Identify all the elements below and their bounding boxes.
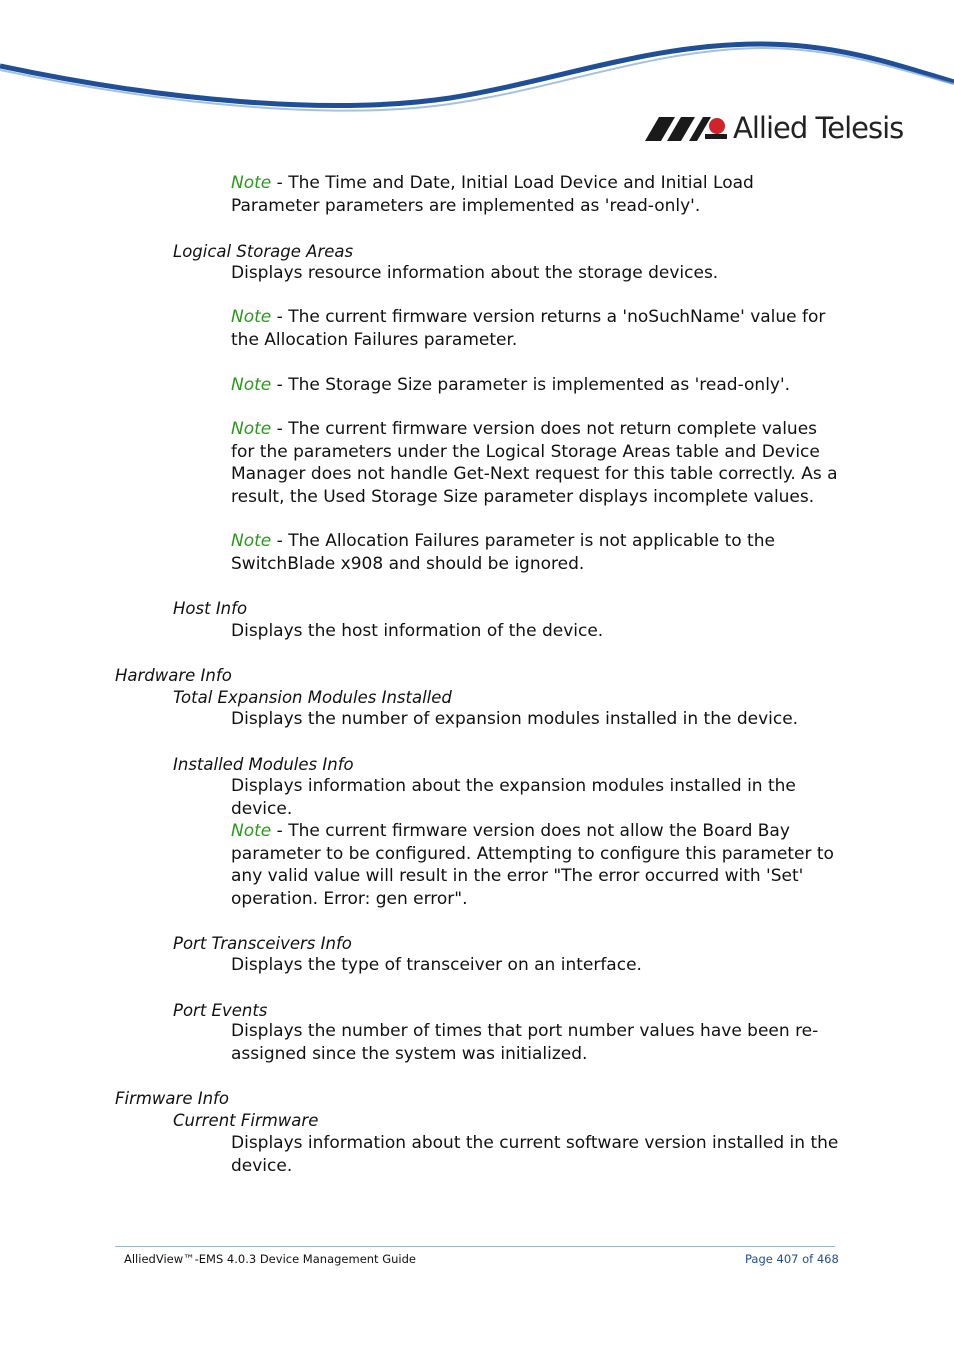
heading-logical-storage-areas: Logical Storage Areas <box>173 242 354 261</box>
desc-total-expansion-modules: Displays the number of expansion modules installed in the device. <box>231 709 799 729</box>
heading-port-transceivers-info: Port Transceivers Info <box>173 934 352 953</box>
desc-current-firmware: Displays information about the current software version installed in the device. <box>231 1133 839 1176</box>
heading-port-events: Port Events <box>173 1001 268 1020</box>
note-storage-size: Note - The Storage Size parameter is implemented as 'read-only'. <box>231 375 791 395</box>
logo-mark-icon <box>645 113 727 143</box>
note-allocation-failures: Note - The Allocation Failures parameter is not applicable to the SwitchBlade x908 and should be ignored. <box>231 531 775 574</box>
desc-installed-modules-info: Displays information about the expansion modules installed in the device. <box>231 776 796 819</box>
desc-logical-storage-areas: Displays resource information about the storage devices. <box>231 263 719 283</box>
brand-name: Allied Telesis <box>733 110 904 145</box>
heading-host-info: Host Info <box>173 599 248 618</box>
heading-firmware-info: Firmware Info <box>115 1089 229 1108</box>
desc-port-transceivers-info: Displays the type of transceiver on an interface. <box>231 955 642 975</box>
note-board-bay: Note - The current firmware version does not allow the Board Bay parameter to be configured. Attempting to configure this parameter to any valid value will result in the error "The error occurred with 'Set' operation. Error: gen error". <box>231 821 834 909</box>
note-nosuchname: Note - The current firmware version returns a 'noSuchName' value for the Allocation Failures parameter. <box>231 307 826 350</box>
footer-page-number: Page 407 of 468 <box>745 1252 839 1266</box>
allied-telesis-logo <box>645 108 903 148</box>
note-incomplete-values: Note - The current firmware version does not return complete values for the parameters under the Logical Storage Areas table and Device Manager does not handle Get-Next request for this table correctly. As a result, the Used Storage Size parameter displays incomplete values. <box>231 419 838 507</box>
desc-port-events: Displays the number of times that port number values have been re-assigned since the system was initialized. <box>231 1021 819 1064</box>
note-time-date: Note - The Time and Date, Initial Load Device and Initial Load Parameter parameters are implemented as 'read-only'. <box>231 173 754 216</box>
heading-installed-modules-info: Installed Modules Info <box>173 755 354 774</box>
heading-total-expansion-modules: Total Expansion Modules Installed <box>173 688 452 707</box>
desc-host-info: Displays the host information of the device. <box>231 621 604 641</box>
heading-current-firmware: Current Firmware <box>173 1111 319 1130</box>
footer-divider <box>115 1246 835 1247</box>
footer-guide-title: AlliedView™-EMS 4.0.3 Device Management Guide <box>124 1252 416 1266</box>
heading-hardware-info: Hardware Info <box>115 666 232 685</box>
